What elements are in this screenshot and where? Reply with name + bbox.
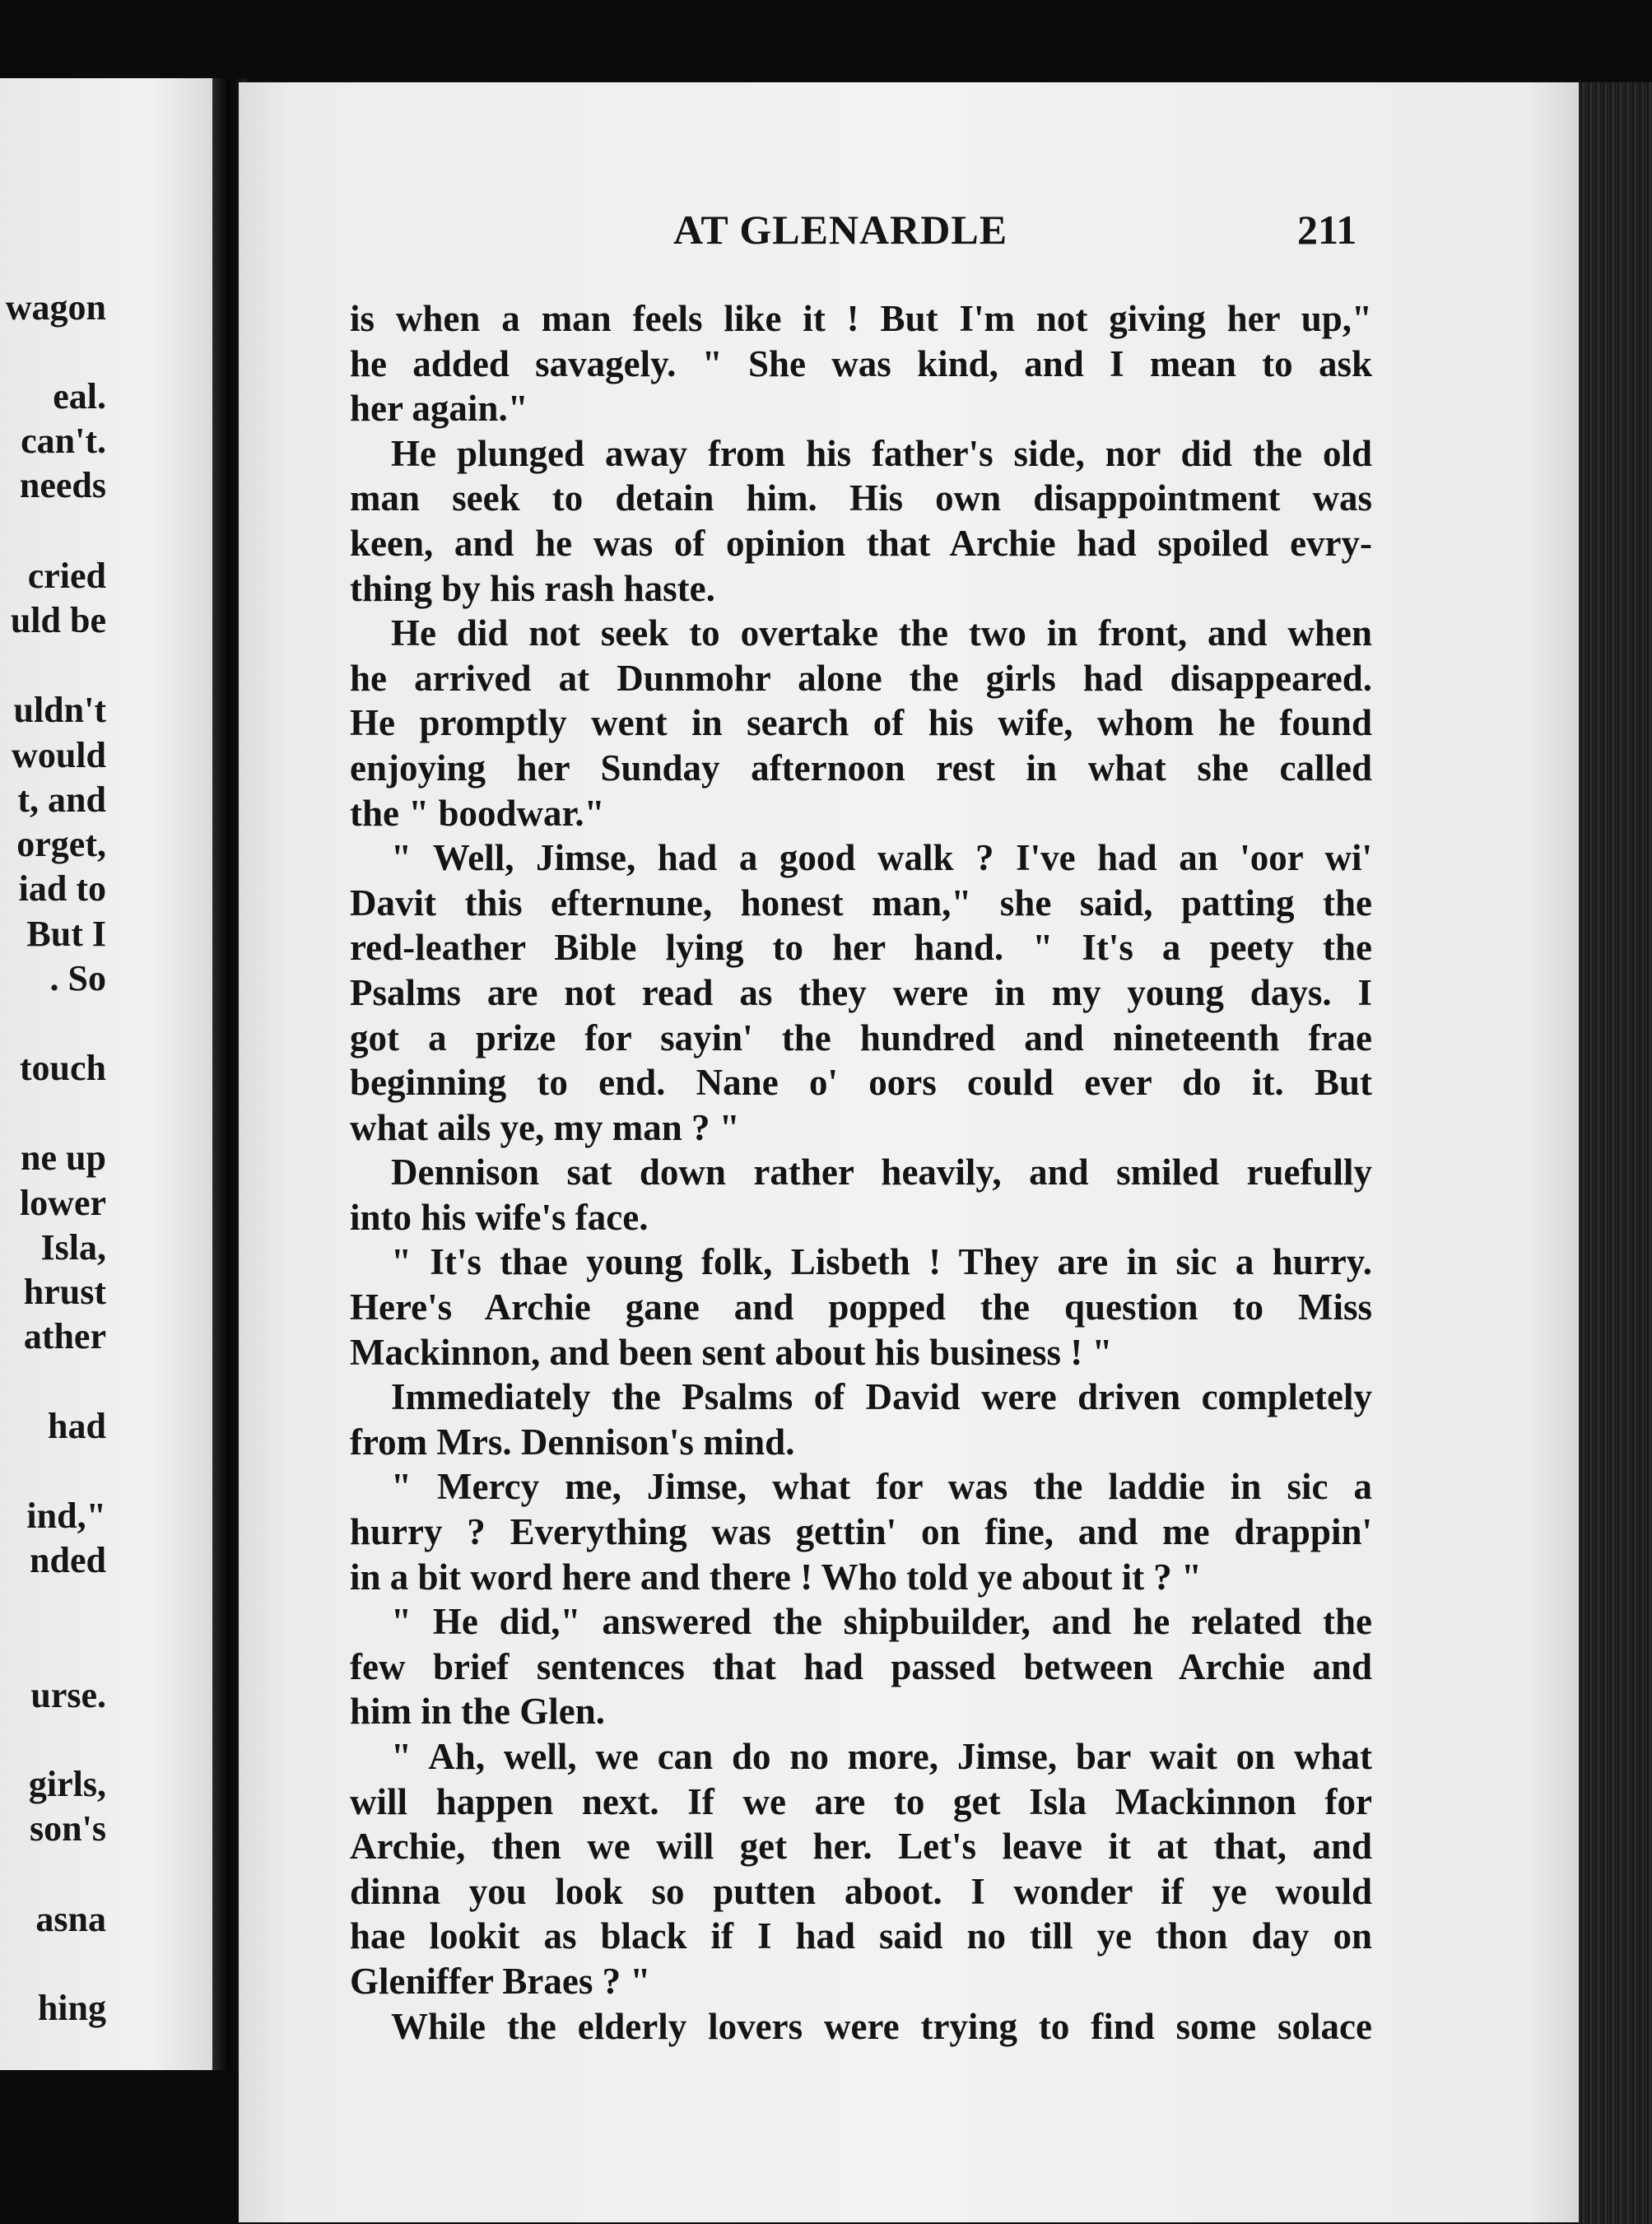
text-line: few brief sentences that had passed between Archie and	[350, 1645, 1372, 1687]
body-text	[350, 296, 1372, 2049]
text-line: into his wife's face.	[350, 1196, 649, 1238]
left-page-fragment: eal.	[53, 376, 106, 416]
page-number: 211	[1297, 207, 1357, 253]
text-line: hurry ? Everything was gettin' on fine, and me drappin'	[350, 1511, 1372, 1553]
left-page-fragment: touch	[19, 1048, 106, 1088]
text-line: hae lookit as black if I had said no till ye thon day on	[350, 1915, 1372, 1957]
text-line: Gleniffer Braes ? "	[350, 1960, 651, 2002]
text-line: beginning to end. Nane o' oors could ever do it. But	[350, 1062, 1372, 1104]
text-line: he added savagely. " She was kind, and I mean to ask	[350, 342, 1372, 384]
left-page-fragment: son's	[30, 1808, 106, 1849]
left-page-fragment: hrust	[23, 1272, 106, 1312]
left-page-fragment: lower	[19, 1183, 106, 1223]
left-page-fragment: can't.	[21, 421, 106, 461]
text-line: him in the Glen.	[350, 1691, 606, 1733]
left-page-fragment: needs	[19, 465, 106, 505]
left-page-fragment: urse.	[30, 1675, 106, 1715]
left-page-fragment: wagon	[5, 287, 106, 328]
text-line: While the elderly lovers were trying to find some solace	[391, 2005, 1372, 2047]
left-page	[0, 78, 216, 2070]
text-line: He promptly went in search of his wife, whom he found	[350, 702, 1372, 744]
text-line: " Mercy me, Jimse, what for was the laddie in sic a	[391, 1466, 1372, 1508]
text-line: got a prize for sayin' the hundred and nineteenth frae	[350, 1017, 1372, 1058]
text-line: " Well, Jimse, had a good walk ? I've had an 'oor wi'	[391, 837, 1372, 879]
left-page-fragment: t, and	[17, 779, 106, 820]
left-page-fragment: nded	[30, 1540, 106, 1580]
left-page-fragment: asna	[35, 1899, 106, 1939]
left-page-fragment: ind,"	[26, 1496, 106, 1536]
text-line: what ails ye, my man ? "	[350, 1106, 740, 1148]
left-page-fragment: But I	[26, 914, 106, 954]
text-line: Archie, then we will get her. Let's leave it at that, and	[350, 1826, 1372, 1868]
left-page-fragment: uldn't	[13, 690, 106, 730]
text-line: He plunged away from his father's side, nor did the old	[391, 432, 1372, 474]
left-page-fragment: . So	[49, 958, 106, 998]
text-line: the " boodwar."	[350, 792, 605, 834]
text-line: dinna you look so putten aboot. I wonder if ye would	[350, 1870, 1372, 1912]
left-page-fragment: orget,	[16, 824, 106, 864]
text-line: Mackinnon, and been sent about his business ! "	[350, 1331, 1113, 1373]
text-line: " It's thae young folk, Lisbeth ! They are in sic a hurry.	[391, 1241, 1372, 1283]
left-page-fragment: Isla,	[40, 1227, 106, 1268]
text-line: " He did," answered the shipbuilder, and he related the	[391, 1601, 1372, 1643]
left-page-fragment: ne up	[21, 1138, 106, 1178]
left-page-fragment: hing	[37, 1988, 106, 2028]
text-line: red-leather Bible lying to her hand. " It's a peety the	[350, 927, 1372, 969]
text-line: keen, and he was of opinion that Archie had spoiled evry-	[350, 522, 1372, 564]
text-line: enjoying her Sunday afternoon rest in what she called	[350, 747, 1372, 789]
left-page-fragment: iad to	[18, 868, 106, 909]
text-line: thing by his rash haste.	[350, 567, 715, 609]
text-line: will happen next. If we are to get Isla Mackinnon for	[350, 1780, 1372, 1822]
text-line: her again."	[350, 388, 528, 430]
text-line: Psalms are not read as they were in my young days. I	[350, 971, 1372, 1013]
text-line: from Mrs. Dennison's mind.	[350, 1421, 795, 1463]
text-line: He did not seek to overtake the two in front, and when	[391, 612, 1372, 654]
text-line: Immediately the Psalms of David were driven completely	[391, 1376, 1372, 1418]
left-page-fragment: ather	[23, 1316, 106, 1356]
left-page-fragment: girls,	[28, 1764, 106, 1804]
left-page-fragment: would	[12, 735, 106, 775]
text-line: Here's Archie gane and popped the question to Miss	[350, 1286, 1372, 1328]
running-header: AT GLENARDLE	[673, 207, 1008, 253]
page-edge	[1579, 82, 1652, 2224]
text-line: in a bit word here and there ! Who told ye about it ? "	[350, 1556, 1203, 1598]
text-line: " Ah, well, we can do no more, Jimse, bar wait on what	[391, 1736, 1372, 1777]
left-page-fragment: uld be	[10, 600, 106, 640]
text-line: is when a man feels like it ! But I'm not giving her up,"	[350, 298, 1372, 339]
text-line: Davit this efternune, honest man," she said, patting the	[350, 882, 1372, 924]
left-page-fragment: had	[48, 1406, 106, 1446]
text-line: Dennison sat down rather heavily, and smiled ruefully	[391, 1152, 1372, 1193]
text-line: he arrived at Dunmohr alone the girls had disappeared.	[350, 657, 1372, 699]
text-line: man seek to detain him. His own disappointment was	[350, 477, 1372, 519]
left-page-fragment: cried	[27, 556, 106, 596]
